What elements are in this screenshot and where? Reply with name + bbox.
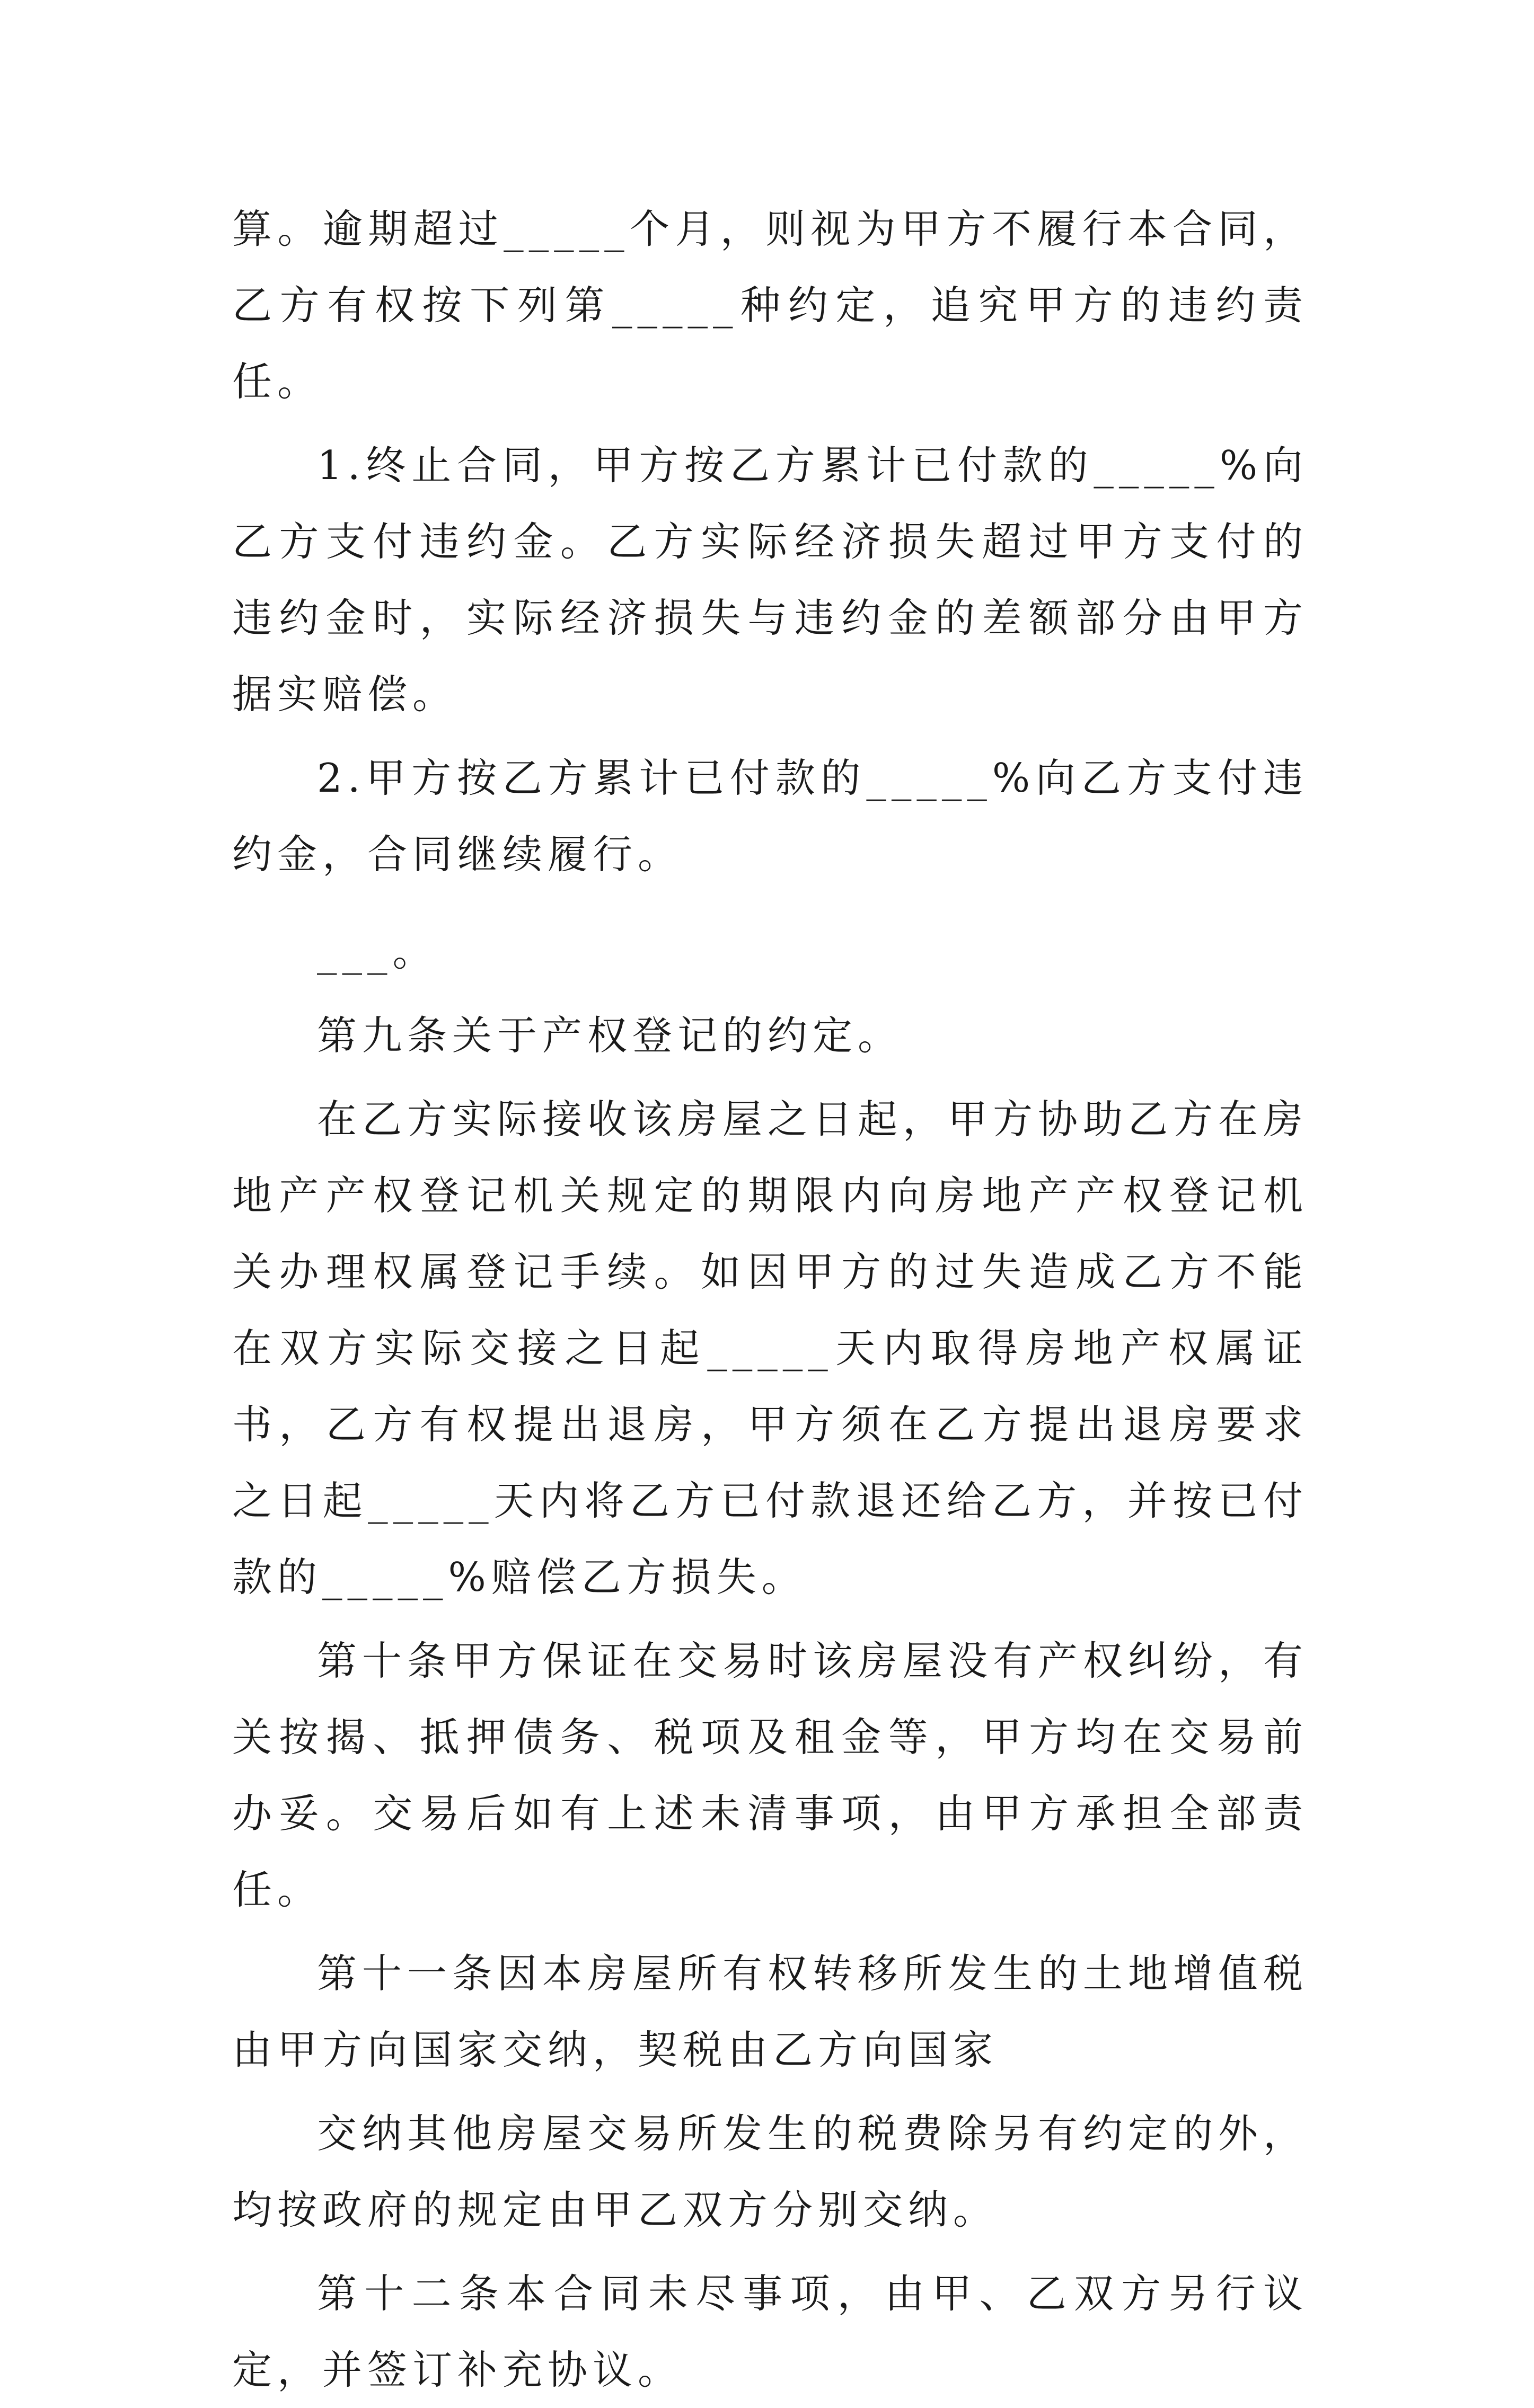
article-9-body: 在乙方实际接收该房屋之日起，甲方协助乙方在房地产产权登记机关规定的期限内向房地产产权登记机关办理权属登记手续。如因甲方的过失造成乙方不能在双方实际交接之日起_____天内取得房地产权属证书，乙方有权提出退房，甲方须在乙方提出退房要求之日起_____天内将乙方已付款退还给乙方，并按已付款的_____%赔偿乙方损失。 [232,1096,1309,1600]
paragraph-blank: ___。 [317,928,438,975]
article-11-continued: 交纳其他房屋交易所发生的税费除另有约定的外，均按政府的规定由甲乙双方分别交纳。 [232,2110,1309,2233]
paragraph-option-2: 2.甲方按乙方累计已付款的_____%向乙方支付违约金，合同继续履行。 [232,755,1308,878]
article-9-heading: 第九条关于产权登记的约定。 [317,1012,903,1059]
paragraph-overdue-terms: 算。逾期超过_____个月，则视为甲方不履行本合同，乙方有权按下列第_____种约定，追究甲方的违约责任。 [232,206,1308,405]
document-body [232,191,1308,2408]
article-11: 第十一条因本房屋所有权转移所发生的土地增值税由甲方向国家交纳，契税由乙方向国家 [232,1950,1309,2073]
article-10: 第十条甲方保证在交易时该房屋没有产权纠纷，有关按揭、抵押债务、税项及租金等，甲方均在交易前办妥。交易后如有上述未清事项，由甲方承担全部责任。 [232,1637,1309,1913]
article-12: 第十二条本合同未尽事项，由甲、乙双方另行议定，并签订补充协议。 [232,2270,1308,2393]
paragraph-option-1: 1.终止合同，甲方按乙方累计已付款的_____%向乙方支付违约金。乙方实际经济损失超过甲方支付的违约金时，实际经济损失与违约金的差额部分由甲方据实赔偿。 [232,442,1308,718]
